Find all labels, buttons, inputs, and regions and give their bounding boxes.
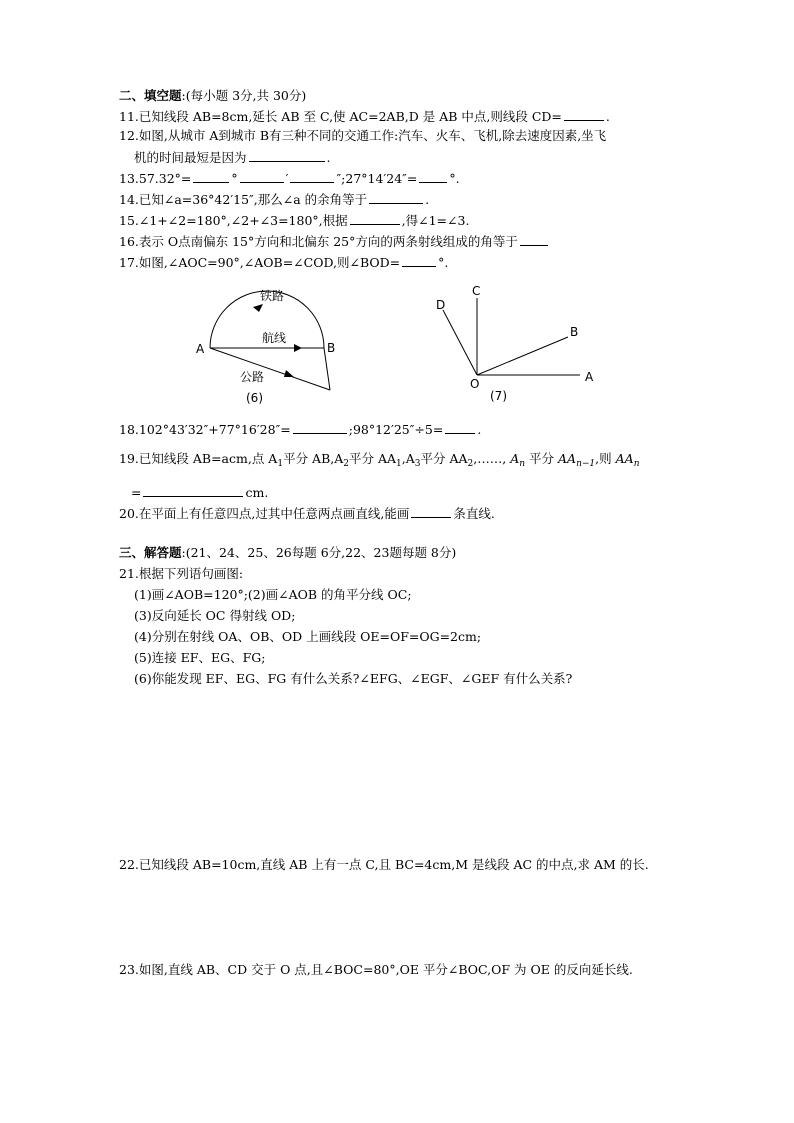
question-13	[119, 170, 460, 187]
q19-sub-3: 1	[396, 459, 402, 469]
rail-arrow	[253, 304, 263, 312]
q18-end: .	[477, 422, 482, 437]
q21-item-2: (3)反向延长 OC 得射线 OD;	[134, 608, 296, 623]
section2-title: 二、填空题	[119, 88, 182, 103]
q19-sub-2: 2	[343, 459, 349, 469]
section3-title: 三、解答题	[119, 545, 182, 560]
section3-note: :(21、24、25、26每题 6分,22、23题每题 8分)	[181, 545, 457, 560]
q21-item-1: (1)画∠AOB=120°;(2)画∠AOB 的角平分线 OC;	[134, 587, 412, 602]
q21-item-3: (4)分别在射线 OA、OB、OD 上画线段 OE=OF=OG=2cm;	[134, 629, 482, 644]
question-18	[119, 421, 481, 438]
q13-part-e: °.	[449, 171, 460, 186]
question-19-line2	[131, 484, 268, 501]
q19-part-g: A	[510, 451, 520, 466]
q19-part-c: 平分 AA	[348, 451, 397, 466]
q17-end: °.	[438, 255, 449, 270]
q14-text: 14.已知∠a=36°42′15″,那么∠a 的余角等于	[119, 192, 368, 207]
road-arrow	[284, 370, 294, 377]
figure-6	[190, 280, 350, 405]
q13-part-a: 13.57.32°=	[119, 171, 192, 186]
q19-sub-5: 2	[467, 459, 474, 469]
q13-part-d: ″;27°14′24″=	[336, 171, 418, 186]
question-11	[119, 108, 610, 125]
question-12	[119, 128, 606, 144]
label-point-b: B	[570, 325, 579, 339]
q13-part-c: ′	[285, 171, 289, 186]
q19-sub-6: n	[519, 459, 526, 469]
q13-blank-2[interactable]	[240, 170, 284, 183]
q13-blank-3[interactable]	[290, 170, 334, 183]
q18-part-b: ;98°12′25″÷5=	[348, 422, 444, 437]
figure-7	[430, 280, 605, 405]
q15-text: 15.∠1+∠2=180°,∠2+∠3=180°,根据	[119, 213, 348, 228]
question-21	[119, 566, 243, 582]
q19-sub-7: n−1	[576, 459, 596, 469]
q19-part-j: ,则	[595, 451, 612, 466]
q12-text: 12.如图,从城市 A到城市 B有三种不同的交通工作:汽车、火车、飞机,除去速度因素,坐飞	[119, 128, 607, 143]
q19-part-f: ,……,	[473, 451, 507, 466]
q20-end: 条直线.	[453, 506, 495, 521]
label-point-b: B	[327, 341, 336, 355]
q17-answer-blank[interactable]	[402, 254, 436, 267]
q16-text: 16.表示 O点南偏东 15°方向和北偏东 25°方向的两条射线组成的角等于	[119, 234, 518, 249]
label-point-c: C	[472, 284, 481, 298]
question-14	[119, 191, 429, 208]
q19-sub-1: 1	[277, 459, 284, 469]
q19-unit: cm.	[245, 485, 269, 500]
air-arrow	[294, 344, 302, 352]
question-23	[119, 962, 633, 978]
q12-text2: 机的时间最短是因为	[134, 150, 247, 165]
question-15	[119, 212, 469, 229]
label-rail: 铁路	[260, 289, 285, 303]
road-line-1	[210, 348, 330, 390]
q21-item-4: (5)连接 EF、EG、FG;	[134, 650, 266, 665]
label-road: 公路	[240, 370, 265, 384]
q18-part-a: 18.102°43′32″+77°16′28″=	[119, 422, 291, 437]
q12-end: .	[326, 150, 331, 165]
figure-6-caption: (6)	[246, 391, 263, 405]
q19-sub-8: n	[633, 459, 640, 469]
question-12-line2	[134, 149, 331, 166]
q15-end: ,得∠1=∠3.	[401, 213, 470, 228]
q19-part-d: ,A	[401, 451, 415, 466]
q23-text: 23.如图,直线 AB、CD 交于 O 点,且∠BOC=80°,OE 平分∠BOC,OF 为 OE 的反向延长线.	[119, 962, 633, 977]
q19-equals: =	[131, 485, 142, 500]
q13-blank-4[interactable]	[419, 170, 447, 183]
q19-part-i: AA	[558, 451, 577, 466]
q11-text: 11.已知线段 AB=8cm,延长 AB 至 C,使 AC=2AB,D 是 AB 中点,则线段 CD=	[119, 109, 562, 124]
label-point-a: A	[585, 370, 594, 384]
q22-text: 22.已知线段 AB=10cm,直线 AB 上有一点 C,且 BC=4cm,M 是线段 AC 的中点,求 AM 的长.	[119, 857, 649, 872]
ray-ob	[477, 337, 568, 375]
ray-od	[443, 310, 477, 375]
q14-answer-blank[interactable]	[369, 191, 423, 204]
figure-7-caption: (7)	[490, 389, 507, 403]
q11-end: .	[605, 109, 610, 124]
question-17	[119, 254, 448, 271]
section2-heading	[119, 88, 306, 104]
q21-item-5: (6)你能发现 EF、EG、FG 有什么关系?∠EFG、∠EGF、∠GEF 有什么关系?	[134, 671, 573, 686]
label-point-a: A	[196, 342, 205, 356]
question-19	[119, 451, 639, 472]
q19-sub-4: 3	[414, 459, 421, 469]
section3-heading	[119, 545, 456, 561]
question-22	[119, 857, 649, 873]
q21-text: 21.根据下列语句画图:	[119, 566, 244, 581]
question-16	[119, 233, 550, 250]
q20-answer-blank[interactable]	[411, 505, 451, 518]
label-air: 航线	[262, 331, 287, 345]
label-point-o: O	[470, 377, 480, 391]
q17-text: 17.如图,∠AOC=90°,∠AOB=∠COD,则∠BOD=	[119, 255, 401, 270]
q19-part-e: 平分 AA	[420, 451, 468, 466]
q19-part-k: AA	[615, 451, 634, 466]
q20-text: 20.在平面上有任意四点,过其中任意两点画直线,能画	[119, 506, 410, 521]
q11-answer-blank[interactable]	[564, 108, 604, 121]
q12-answer-blank[interactable]	[249, 149, 325, 162]
q19-answer-blank[interactable]	[143, 484, 243, 497]
q13-blank-1[interactable]	[193, 170, 229, 183]
q16-answer-blank[interactable]	[520, 233, 548, 246]
q14-end: .	[425, 192, 430, 207]
q19-part-h: 平分	[529, 451, 555, 466]
question-20	[119, 505, 495, 522]
q15-answer-blank[interactable]	[350, 212, 400, 225]
q19-part-b: 平分 AB,A	[283, 451, 344, 466]
q19-part-a: 19.已知线段 AB=acm,点 A	[119, 451, 278, 466]
q18-blank-1[interactable]	[293, 421, 347, 434]
q18-blank-2[interactable]	[445, 421, 475, 434]
label-point-d: D	[436, 298, 446, 312]
section2-note: :(每小题 3分,共 30分)	[181, 88, 307, 103]
q13-part-b: °	[231, 171, 238, 186]
